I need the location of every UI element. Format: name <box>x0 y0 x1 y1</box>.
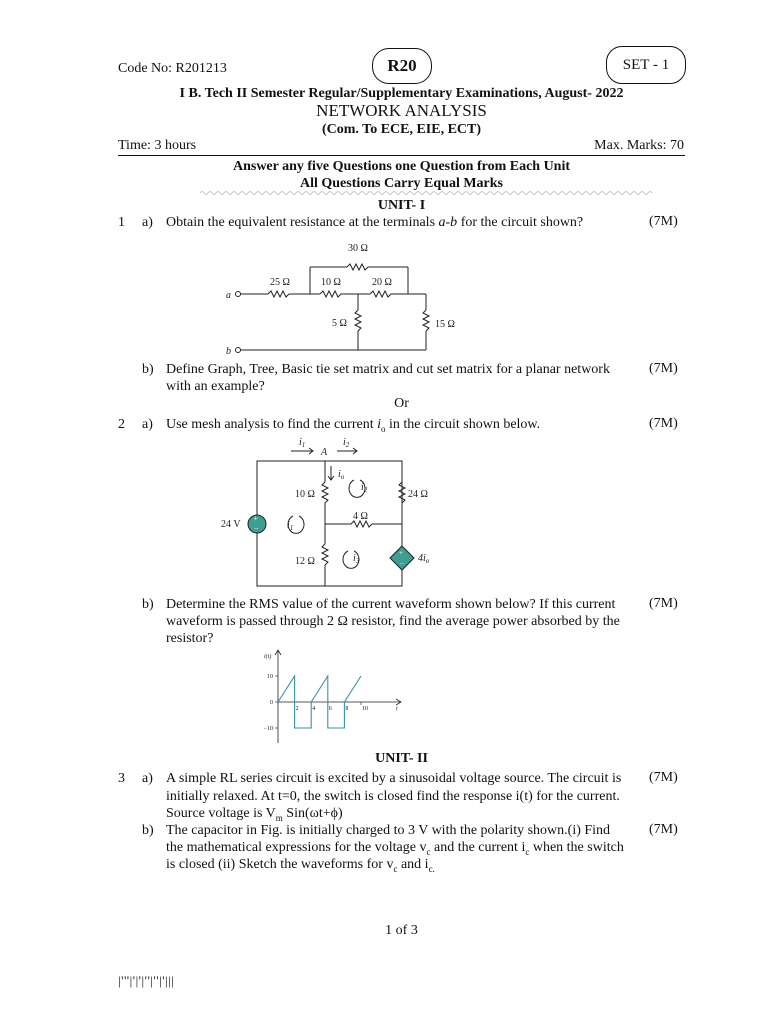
label-4-ohm: 4 Ω <box>353 511 368 522</box>
resistor-10-icon <box>320 291 341 297</box>
unit-2-heading: UNIT- II <box>375 751 428 766</box>
label-30-ohm: 30 Ω <box>348 243 368 254</box>
q3b-text-line3: is closed (ii) Sketch the waveforms for $v_c$ and $i_{c.}$ <box>166 857 435 874</box>
resistor-30-icon <box>347 264 368 270</box>
y-tick-label: −10 <box>263 726 273 732</box>
resistor-25-icon <box>268 291 289 297</box>
label-15-ohm: 15 Ω <box>435 319 455 330</box>
label-25-ohm: 25 Ω <box>270 277 290 288</box>
unit-1-heading: UNIT- I <box>377 198 426 213</box>
instruction-line-2: All Questions Carry Equal Marks <box>299 176 503 191</box>
instruction-line-1: Answer any five Questions one Question from Each Unit <box>232 159 571 174</box>
q1b-marks: (7M) <box>649 361 678 376</box>
x-tick-label: 8 <box>345 706 349 712</box>
q1a-label: a) <box>142 215 153 230</box>
label-5-ohm: 5 Ω <box>332 318 347 329</box>
q3a-text-line1: A simple RL series circuit is excited by a sinusoidal voltage source. The circuit is <box>166 771 622 786</box>
regulation-badge <box>372 48 432 84</box>
q2-number: 2 <box>118 417 125 432</box>
q1b-text-line1: Define Graph, Tree, Basic tie set matrix and cut set matrix for a planar network <box>166 362 610 377</box>
svg-text:−: − <box>400 560 404 568</box>
q2a-label: a) <box>142 417 153 432</box>
barcode: |'''|'|'|''|''|'||| <box>118 973 175 988</box>
current-waveform-chart <box>255 645 405 745</box>
circuit-2-diagram <box>215 434 445 594</box>
label-io: $i_o$ <box>338 469 345 481</box>
q1b-text-line2: with an example? <box>166 379 265 394</box>
header-rule <box>118 155 685 156</box>
x-tick-label: 2 <box>295 706 299 712</box>
page-number: 1 of 3 <box>385 923 418 938</box>
q3b-text-line1: The capacitor in Fig. is initially charged to 3 V with the polarity shown.(i) Find <box>166 823 611 838</box>
q1b-label: b) <box>142 362 154 377</box>
label-terminal-b: b <box>226 346 231 357</box>
resistor-5-icon <box>355 310 361 331</box>
q1-number: 1 <box>118 215 125 230</box>
set-badge <box>606 46 686 84</box>
label-10-ohm: 10 Ω <box>321 277 341 288</box>
or-separator: Or <box>394 396 409 411</box>
q1a-text: Obtain the equivalent resistance at the terminals a-b for the circuit shown? <box>166 215 584 230</box>
q3-number: 3 <box>118 771 125 786</box>
resistor-15-icon <box>423 310 429 331</box>
max-marks: Max. Marks: 70 <box>594 138 684 153</box>
regulation-label: R20 <box>387 56 417 75</box>
q3a-text-line2: initially relaxed. At t=0, the switch is closed find the response i(t) for the current. <box>166 789 620 804</box>
q3b-marks: (7M) <box>649 822 678 837</box>
label-i1-top: $i_1$ <box>299 437 306 449</box>
set-label: SET - 1 <box>622 56 670 73</box>
q3a-text-line3: Source voltage is $V_m$ Sin(ωt+ϕ) <box>166 806 343 823</box>
vs-plus: + <box>253 514 259 523</box>
x-tick-label: 4 <box>312 706 316 712</box>
exam-title: I B. Tech II Semester Regular/Supplementary Examinations, August- 2022 <box>179 86 624 101</box>
q2b-text-line1: Determine the RMS value of the current waveform shown below? If this current <box>166 597 616 612</box>
x-tick-label: 6 <box>328 706 332 712</box>
chart-y-label: i(t) <box>264 654 272 660</box>
vs-minus: − <box>254 524 259 533</box>
resistor-10-icon <box>322 482 328 503</box>
q2b-marks: (7M) <box>649 596 678 611</box>
resistor-12-icon <box>322 544 328 565</box>
label-mesh-i1: $i_1$ <box>287 520 294 532</box>
x-tick-label: 10 <box>362 706 368 712</box>
q3b-label: b) <box>142 823 154 838</box>
wavy-divider <box>200 189 690 197</box>
terminal-b-icon <box>236 348 241 353</box>
label-24-v: 24 V <box>221 519 241 530</box>
q2b-label: b) <box>142 597 154 612</box>
label-i2-top: $i_2$ <box>343 437 350 449</box>
q2b-text-line2: waveform is passed through 2 Ω resistor, find the average power absorbed by the <box>166 614 620 629</box>
label-dependent-source: $4i_o$ <box>418 553 430 565</box>
label-terminal-a: a <box>226 290 231 301</box>
code-number: Code No: R201213 <box>118 61 227 76</box>
label-20-ohm: 20 Ω <box>372 277 392 288</box>
label-24-ohm: 24 Ω <box>408 489 428 500</box>
label-mesh-i3: $i_3$ <box>353 553 360 565</box>
chart-x-label: t <box>396 706 398 712</box>
svg-text:+: + <box>399 549 403 557</box>
time-allowed: Time: 3 hours <box>118 138 197 153</box>
q2a-marks: (7M) <box>649 416 678 431</box>
q3a-label: a) <box>142 771 153 786</box>
resistor-20-icon <box>370 291 391 297</box>
label-10-ohm: 10 Ω <box>295 489 315 500</box>
branches: (Com. To ECE, EIE, ECT) <box>321 122 482 137</box>
y-tick-label: 0 <box>270 700 273 706</box>
circuit-1-diagram <box>220 238 470 358</box>
q3b-text-line2: the mathematical expressions for the voltage $v_c$ and the current $i_c$ when the switch <box>166 840 624 857</box>
label-node-a: A <box>321 447 328 458</box>
label-12-ohm: 12 Ω <box>295 556 315 567</box>
terminal-a-icon <box>236 292 241 297</box>
label-mesh-i2: $i_2$ <box>361 482 368 494</box>
q2b-text-line3: resistor? <box>166 631 214 646</box>
q1a-marks: (7M) <box>649 214 678 229</box>
subject-title: NETWORK ANALYSIS <box>316 101 487 120</box>
y-tick-label: 10 <box>267 674 273 680</box>
q3a-marks: (7M) <box>649 770 678 785</box>
q2a-text: Use mesh analysis to find the current $i_o$ in the circuit shown below. <box>166 417 541 434</box>
